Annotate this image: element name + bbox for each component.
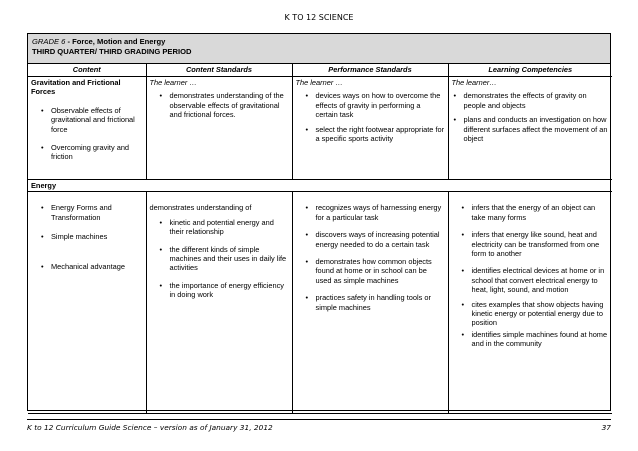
list-item: • Mechanical advantage (39, 262, 143, 271)
page-number: 37 (601, 423, 611, 432)
list-item: • identifies simple machines found at home and in the community (460, 330, 610, 349)
list-item: • plans and conducts an investigation on how different surfaces affect the movement of an object (452, 115, 610, 143)
cell-performance-gravitation (292, 77, 448, 180)
list-item: • select the right footwear appropriate for a specific sports activity (304, 125, 445, 144)
grade-heading (28, 34, 610, 64)
column-header-learning-competencies: Learning Competencies (448, 64, 612, 77)
list-item: • demonstrates the effects of gravity on people and objects (452, 91, 610, 110)
footer-rule (27, 419, 611, 420)
list-item: • Energy Forms and Transformation (39, 203, 143, 222)
competencies-lead: The learner… (451, 78, 497, 87)
list-item: • demonstrates how common objects found at home or in school can be used as simple machines (304, 257, 445, 285)
cell-standards-energy (146, 192, 292, 414)
column-header-performance-standards: Performance Standards (292, 64, 448, 77)
cell-competencies-energy (448, 192, 612, 414)
standards-lead: The learner … (149, 78, 197, 87)
list-item: • the importance of energy efficiency in doing work (158, 281, 289, 300)
grade-line (32, 37, 606, 47)
list-item: • practices safety in handling tools or simple machines (304, 293, 445, 312)
list-item: • cites examples that show objects having kinetic energy or potential energy due to position (460, 300, 610, 328)
performance-lead: The learner … (295, 78, 343, 87)
cell-performance-energy (292, 192, 448, 414)
grade-label: GRADE 6 (32, 37, 66, 46)
list-item: • infers that the energy of an object can take many forms (460, 203, 610, 222)
cell-content-energy (28, 192, 146, 414)
list-item: • identifies electrical devices at home or in school that convert electrical energy to heat, light, sound, and motion (460, 266, 610, 294)
section-title-energy (28, 180, 612, 192)
cell-content-gravitation (28, 77, 146, 180)
grade-subject: Force, Motion and Energy (72, 37, 166, 46)
column-header-row (28, 64, 612, 77)
section-title-energy-text: Energy (31, 181, 57, 190)
page-header: K TO 12 SCIENCE (284, 13, 354, 22)
grade-separator: - (65, 37, 73, 46)
column-header-content-standards: Content Standards (146, 64, 292, 77)
column-header-content: Content (28, 64, 146, 77)
cell-competencies-gravitation (448, 77, 612, 180)
curriculum-table-frame (27, 33, 611, 411)
list-item: • demonstrates understanding of the observable effects of gravitational and frictional forces. (158, 91, 289, 119)
table-row-gravitation (28, 77, 612, 180)
table-row-energy (28, 192, 612, 414)
cell-standards-gravitation (146, 77, 292, 180)
list-item: • Simple machines (39, 232, 143, 241)
list-item: • kinetic and potential energy and their relationship (158, 218, 289, 237)
standards-lead-energy: demonstrates understanding of (149, 203, 252, 213)
list-item: • devices ways on how to overcome the effects of gravity in performing a certain task (304, 91, 445, 119)
table-row-energy-heading (28, 180, 612, 192)
curriculum-table (28, 64, 612, 414)
list-item: • infers that energy like sound, heat and electricity can be transformed from one form to another (460, 230, 610, 258)
footer-version: K to 12 Curriculum Guide Science – version as of January 31, 2012 (27, 423, 273, 432)
list-item: • Observable effects of gravitational and frictional force (39, 106, 143, 134)
list-item: • Overcoming gravity and friction (39, 143, 143, 162)
list-item: • the different kinds of simple machines and their uses in daily life activities (158, 245, 289, 273)
list-item: • discovers ways of increasing potential energy needed to do a certain task (304, 230, 445, 249)
list-item: • recognizes ways of harnessing energy for a particular task (304, 203, 445, 222)
topic-title-gravitation: Gravitation and Frictional Forces (31, 78, 121, 97)
grade-quarter: THIRD QUARTER/ THIRD GRADING PERIOD (32, 47, 192, 56)
